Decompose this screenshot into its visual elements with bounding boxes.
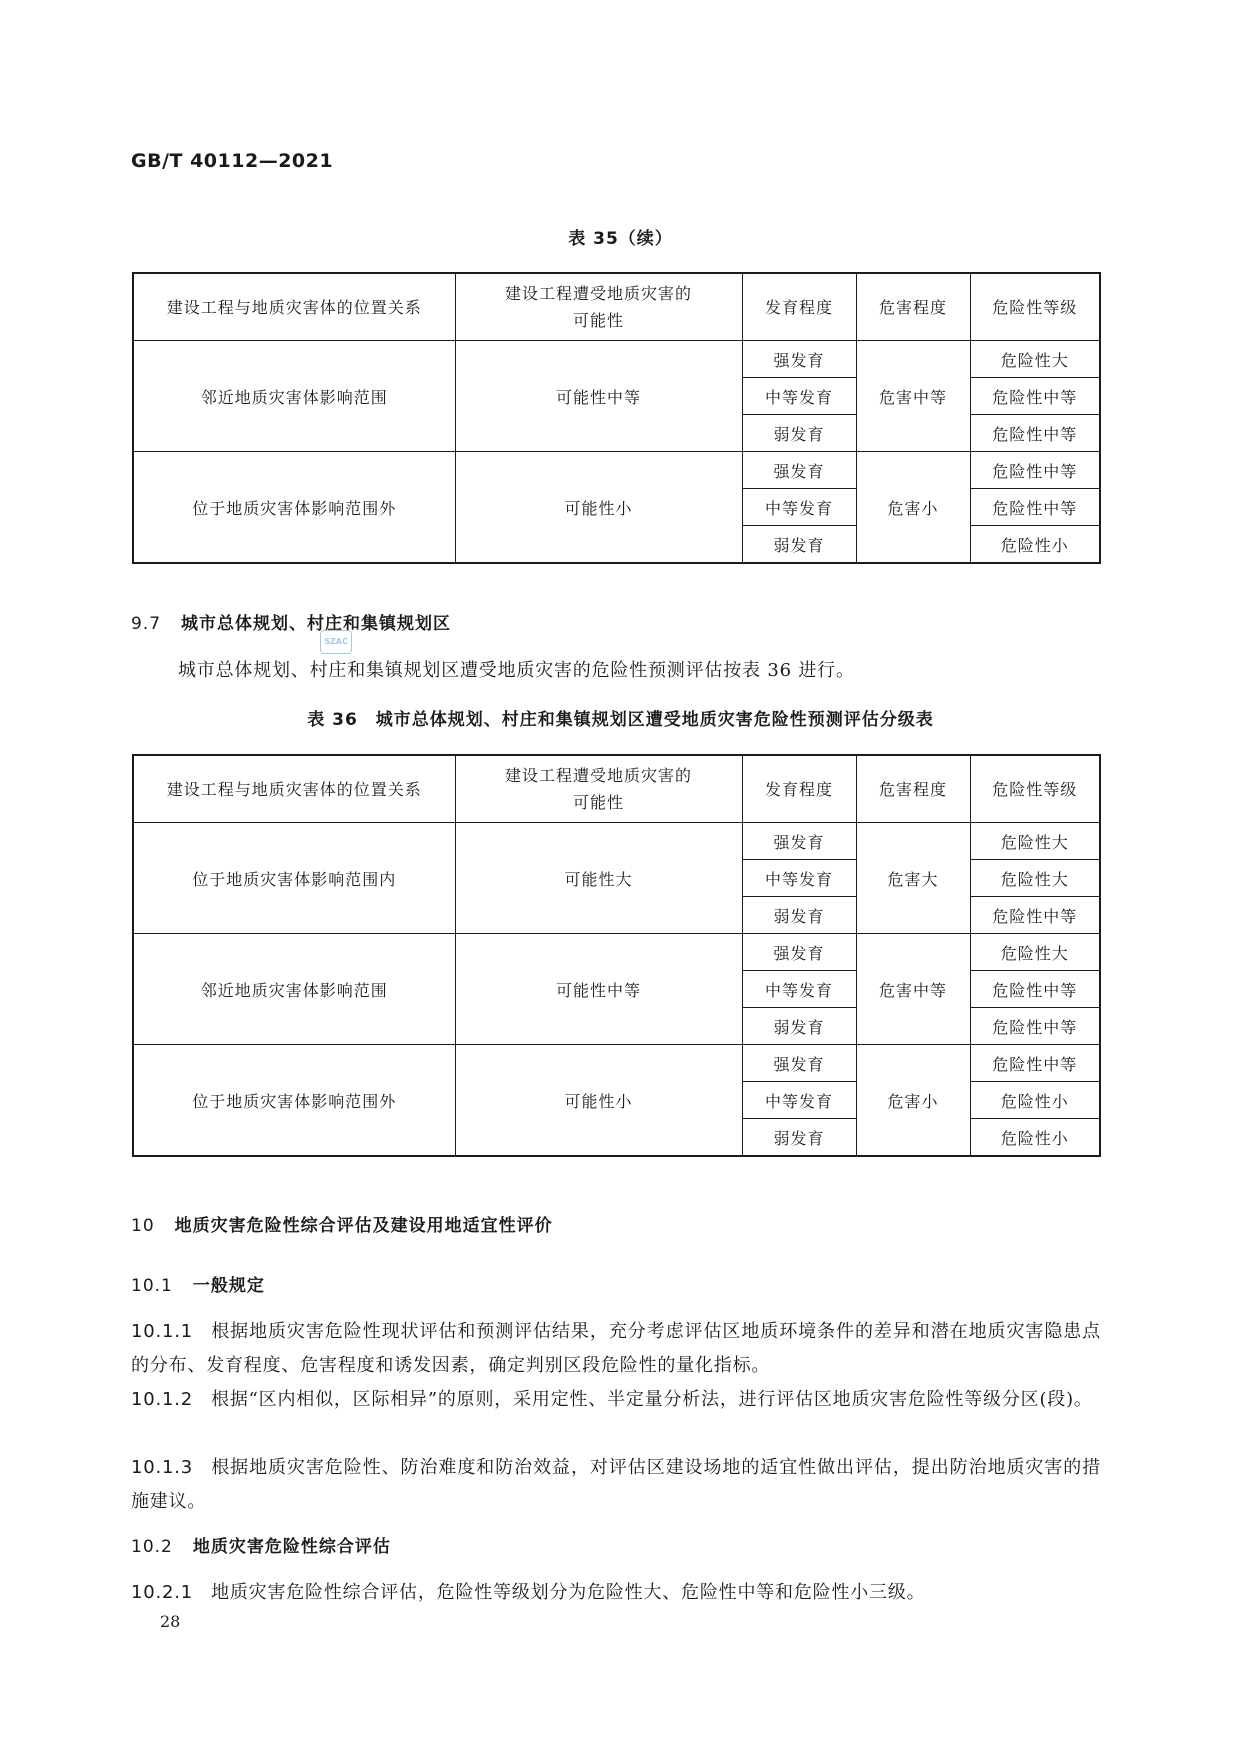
section-10-heading bbox=[131, 1211, 553, 1236]
header-line: 可能性 bbox=[572, 311, 624, 330]
header-cell: 发育程度 bbox=[742, 273, 856, 341]
risk-cell: 危险性中等 bbox=[970, 1008, 1100, 1045]
table-row bbox=[133, 452, 1100, 489]
development-cell: 中等发育 bbox=[742, 1082, 856, 1119]
section-number: 10.1 bbox=[131, 1276, 173, 1296]
header-cell: 建设工程与地质灾害体的位置关系 bbox=[133, 273, 455, 341]
page-number: 28 bbox=[160, 1612, 181, 1631]
clause-text: 根据地质灾害危险性、防治难度和防治效益，对评估区建设场地的适宜性做出评估，提出防治地质灾害的措施建议。 bbox=[131, 1457, 1101, 1512]
header-line: 建设工程遭受地质灾害的 bbox=[504, 284, 692, 303]
development-cell: 弱发育 bbox=[742, 415, 856, 452]
risk-cell: 危险性小 bbox=[970, 526, 1100, 564]
possibility-cell: 可能性中等 bbox=[455, 341, 742, 452]
header-line: 可能性 bbox=[572, 793, 624, 812]
risk-cell: 危险性中等 bbox=[970, 1045, 1100, 1082]
section-number: 9.7 bbox=[131, 614, 162, 634]
clause-10-1-3 bbox=[131, 1451, 1101, 1519]
risk-cell: 危险性中等 bbox=[970, 452, 1100, 489]
clause-10-1-2 bbox=[131, 1383, 1101, 1417]
risk-cell: 危险性大 bbox=[970, 860, 1100, 897]
section-10-1-heading bbox=[131, 1271, 265, 1296]
section-title: 地质灾害危险性综合评估及建设用地适宜性评价 bbox=[174, 1216, 553, 1236]
table35-caption: 表 35（续） bbox=[568, 229, 673, 249]
development-cell: 强发育 bbox=[742, 452, 856, 489]
development-cell: 中等发育 bbox=[742, 378, 856, 415]
possibility-cell: 可能性中等 bbox=[455, 934, 742, 1045]
development-cell: 弱发育 bbox=[742, 526, 856, 564]
risk-cell: 危险性中等 bbox=[970, 897, 1100, 934]
header-cell bbox=[455, 273, 742, 341]
header-cell: 危害程度 bbox=[856, 755, 970, 823]
development-cell: 弱发育 bbox=[742, 1008, 856, 1045]
clause-number: 10.1.3 bbox=[131, 1457, 194, 1478]
header-line: 建设工程遭受地质灾害的 bbox=[504, 766, 692, 785]
position-cell: 位于地质灾害体影响范围外 bbox=[133, 452, 455, 564]
section-title: 一般规定 bbox=[192, 1276, 265, 1296]
development-cell: 强发育 bbox=[742, 823, 856, 860]
clause-number: 10.1.2 bbox=[131, 1389, 194, 1410]
risk-cell: 危险性中等 bbox=[970, 489, 1100, 526]
risk-cell: 危险性大 bbox=[970, 823, 1100, 860]
position-cell: 位于地质灾害体影响范围内 bbox=[133, 823, 455, 934]
harm-cell: 危害中等 bbox=[856, 934, 970, 1045]
position-cell: 邻近地质灾害体影响范围 bbox=[133, 934, 455, 1045]
clause-10-2-1 bbox=[131, 1576, 1101, 1610]
clause-10-1-1 bbox=[131, 1315, 1101, 1383]
risk-cell: 危险性中等 bbox=[970, 971, 1100, 1008]
section-number: 10.2 bbox=[131, 1537, 173, 1557]
development-cell: 中等发育 bbox=[742, 860, 856, 897]
risk-cell: 危险性大 bbox=[970, 341, 1100, 378]
development-cell: 强发育 bbox=[742, 934, 856, 971]
table-row bbox=[133, 1045, 1100, 1082]
possibility-cell: 可能性小 bbox=[455, 452, 742, 564]
clause-number: 10.2.1 bbox=[131, 1582, 194, 1603]
risk-cell: 危险性中等 bbox=[970, 378, 1100, 415]
possibility-cell: 可能性大 bbox=[455, 823, 742, 934]
table-row bbox=[133, 823, 1100, 860]
risk-cell: 危险性小 bbox=[970, 1082, 1100, 1119]
szac-watermark-logo: SZAC bbox=[320, 630, 352, 654]
section-10-2-heading bbox=[131, 1532, 391, 1557]
section-number: 10 bbox=[131, 1216, 155, 1236]
development-cell: 中等发育 bbox=[742, 489, 856, 526]
section-9-7-paragraph: 城市总体规划、村庄和集镇规划区遭受地质灾害的危险性预测评估按表 36 进行。 bbox=[178, 660, 855, 681]
clause-text: 根据“区内相似，区际相异”的原则，采用定性、半定量分析法，进行评估区地质灾害危险性等级分区(段)。 bbox=[211, 1389, 1093, 1410]
table-header-row bbox=[133, 755, 1100, 823]
risk-cell: 危险性中等 bbox=[970, 415, 1100, 452]
header-cell: 危险性等级 bbox=[970, 273, 1100, 341]
header-cell: 建设工程与地质灾害体的位置关系 bbox=[133, 755, 455, 823]
table-row bbox=[133, 341, 1100, 378]
header-cell: 发育程度 bbox=[742, 755, 856, 823]
table36 bbox=[132, 754, 1101, 1157]
header-cell: 危害程度 bbox=[856, 273, 970, 341]
harm-cell: 危害大 bbox=[856, 823, 970, 934]
harm-cell: 危害小 bbox=[856, 1045, 970, 1157]
section-title: 城市总体规划、村庄和集镇规划区 bbox=[181, 614, 452, 634]
development-cell: 弱发育 bbox=[742, 1119, 856, 1157]
clause-number: 10.1.1 bbox=[131, 1321, 194, 1342]
standard-code: GB/T 40112—2021 bbox=[131, 150, 334, 172]
clause-text: 地质灾害危险性综合评估，危险性等级划分为危险性大、危险性中等和危险性小三级。 bbox=[211, 1582, 926, 1603]
header-cell: 危险性等级 bbox=[970, 755, 1100, 823]
development-cell: 强发育 bbox=[742, 341, 856, 378]
header-cell bbox=[455, 755, 742, 823]
table35 bbox=[132, 272, 1101, 564]
table-row bbox=[133, 934, 1100, 971]
clause-text: 根据地质灾害危险性现状评估和预测评估结果，充分考虑评估区地质环境条件的差异和潜在地质灾害隐患点的分布、发育程度、危害程度和诱发因素，确定判别区段危险性的量化指标。 bbox=[131, 1321, 1101, 1376]
possibility-cell: 可能性小 bbox=[455, 1045, 742, 1157]
development-cell: 强发育 bbox=[742, 1045, 856, 1082]
table36-caption: 表 36 城市总体规划、村庄和集镇规划区遭受地质灾害危险性预测评估分级表 bbox=[307, 710, 934, 730]
risk-cell: 危险性大 bbox=[970, 934, 1100, 971]
position-cell: 邻近地质灾害体影响范围 bbox=[133, 341, 455, 452]
harm-cell: 危害中等 bbox=[856, 341, 970, 452]
risk-cell: 危险性小 bbox=[970, 1119, 1100, 1157]
section-title: 地质灾害危险性综合评估 bbox=[192, 1537, 391, 1557]
development-cell: 弱发育 bbox=[742, 897, 856, 934]
position-cell: 位于地质灾害体影响范围外 bbox=[133, 1045, 455, 1157]
development-cell: 中等发育 bbox=[742, 971, 856, 1008]
section-9-7-heading bbox=[131, 609, 451, 634]
harm-cell: 危害小 bbox=[856, 452, 970, 564]
table-header-row bbox=[133, 273, 1100, 341]
